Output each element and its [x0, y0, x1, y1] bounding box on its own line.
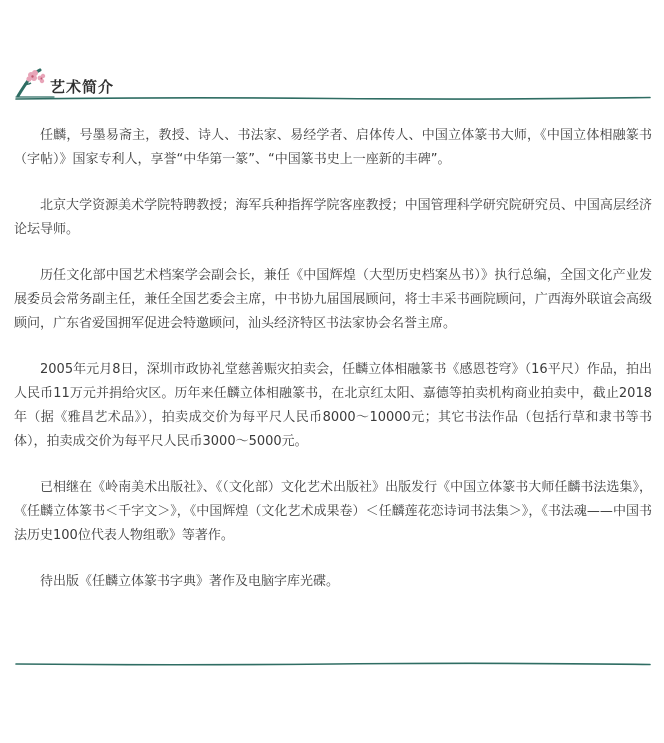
footer-divider: [14, 660, 652, 668]
section-title: 艺术简介: [50, 78, 115, 96]
paragraph-intro: 任麟，号墨易斋主，教授、诗人、书法家、易经学者、启体传人、中国立体篆书大师，《中国立体相融篆书（字帖）》国家专利人，享誉“中华第一篆”、“中国篆书史上一座新的丰碑”。: [14, 128, 652, 167]
paragraph-titles: 北京大学资源美术学院特聘教授；海军兵种指挥学院客座教授；中国管理科学研究院研究员、中国高层经济论坛导师。: [14, 198, 652, 237]
paragraph-publications: 已相继在《岭南美术出版社》、《（文化部）文化艺术出版社》出版发行《中国立体篆书大师任麟书法选集》，《任麟立体篆书＜千字文＞》，《中国辉煌（文化艺术成果卷）＜任麟莲花恋诗词书法集＞》，《书法魂——中国书法历史100位代表人物组歌》等著作。: [14, 480, 652, 543]
header-divider: [14, 94, 652, 102]
article-body: [14, 124, 652, 616]
paragraph-positions: 历任文化部中国艺术档案学会副会长，兼任《中国辉煌（大型历史档案丛书）》执行总编，全国文化产业发展委员会常务副主任，兼任全国艺委会主席，中书协九届国展顾问，将士丰采书画院顾问，广西海外联谊会高级顾问，广东省爱国拥军促进会特邀顾问，汕头经济特区书法家协会名誉主席。: [14, 268, 652, 331]
paragraph-auctions: 2005年元月8日，深圳市政协礼堂慈善赈灾拍卖会，任麟立体相融篆书《感恩苍穹》（16平尺）作品，拍出人民币11万元并捐给灾区。历年来任麟立体相融篆书，在北京红太阳、嘉德等拍卖机构商业拍卖中，截止2018年（据《雅昌艺术品》），拍卖成交价为每平尺人民币8000～10000元；其它书法作品（包括行草和隶书等书体），拍卖成交价为每平尺人民币3000～5000元。: [14, 362, 652, 449]
paragraph-upcoming: 待出版《任麟立体篆书字典》著作及电脑字库光碟。: [40, 574, 340, 589]
section-header: [14, 66, 652, 102]
